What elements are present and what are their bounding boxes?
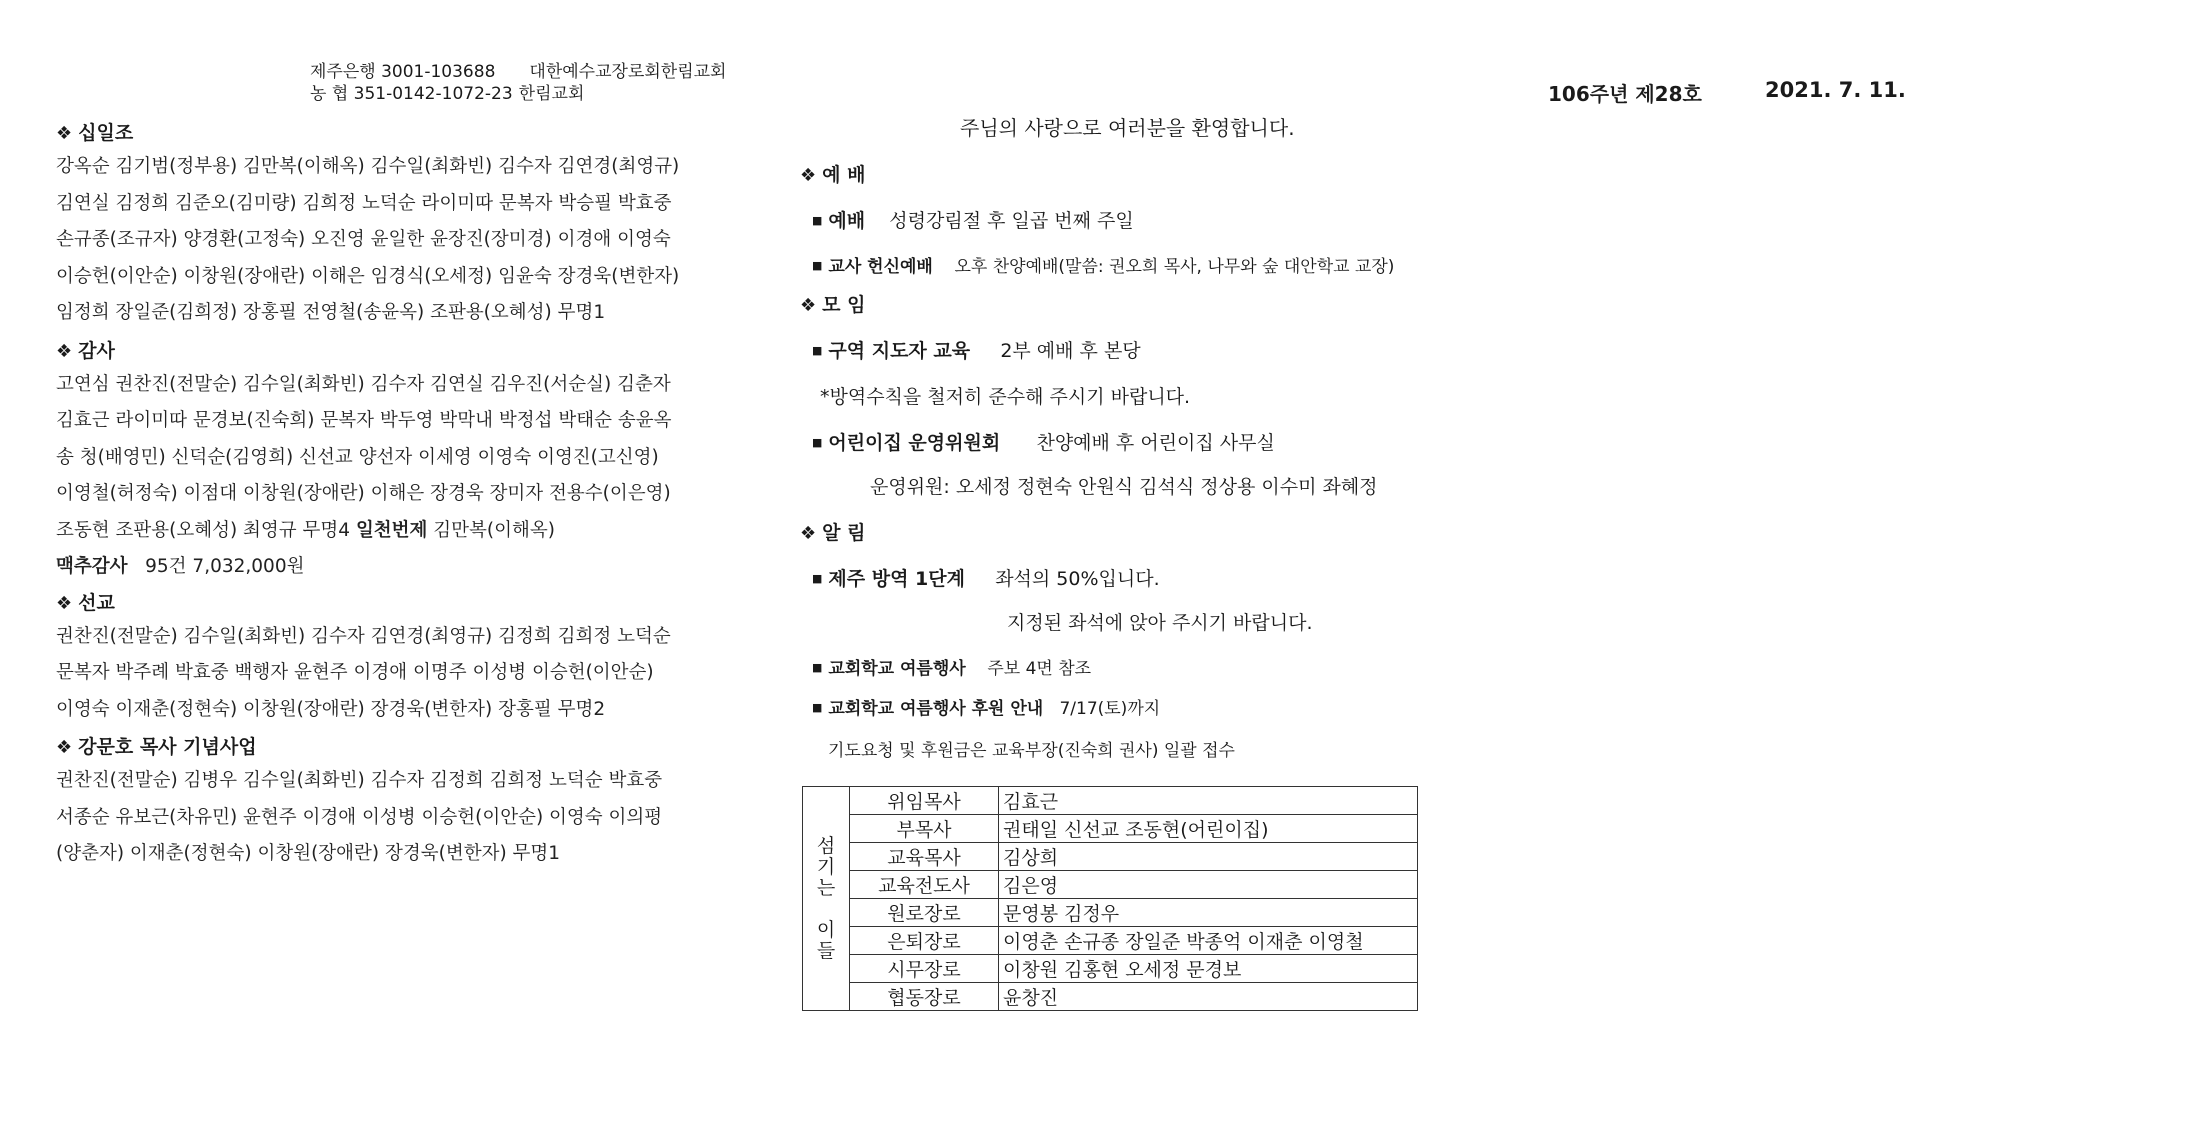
meeting-item-1: ■ 구역 지도자 교육 2부 예배 후 본당 (812, 340, 1141, 362)
name-line: 권찬진(전말순) 김수일(최화빈) 김수자 김연경(최영규) 김정희 김희정 노덕순 (56, 625, 671, 647)
staff-role: 교육전도사 (850, 871, 999, 899)
worship-item-1: ■ 예배 성령강림절 후 일곱 번째 주일 (812, 210, 1134, 232)
notice-item-1: ■ 제주 방역 1단계 좌석의 50%입니다. (812, 568, 1160, 590)
staff-table (802, 786, 1418, 1011)
staff-role: 부목사 (850, 815, 999, 843)
meeting-note-2: 운영위원: 오세정 정현숙 안원식 김석식 정상용 이수미 좌혜정 (870, 476, 1378, 498)
staff-role: 은퇴장로 (850, 927, 999, 955)
square-bullet-icon: ■ (812, 701, 823, 714)
name-line: 강옥순 김기범(정부용) 김만복(이해옥) 김수일(최화빈) 김수자 김연경(최영규) (56, 156, 680, 177)
name-line: 김연실 김정희 김준오(김미량) 김희정 노덕순 라이미따 문복자 박승필 박효중 (56, 192, 672, 214)
meeting-note-1: *방역수칙을 철저히 준수해 주시기 바랍니다. (820, 386, 1191, 408)
section-title-notice: ❖ 알 림 (800, 522, 866, 544)
diamond-bullet-icon: ❖ (800, 165, 817, 186)
square-bullet-icon: ■ (812, 259, 823, 272)
section-title-tithe: ❖ 십일조 (56, 122, 134, 144)
name-line: 이승헌(이안순) 이창원(장애란) 이해은 임경식(오세정) 임윤숙 장경욱(변한자) (56, 265, 680, 287)
left-column (56, 118, 679, 873)
diamond-bullet-icon: ❖ (56, 340, 73, 362)
name-line: 조동현 조판용(오혜성) 최영규 무명4 일천번제 김만복(이해옥) (56, 519, 555, 541)
bank-account-name-2: 한림교회 (518, 84, 585, 104)
harvest-thanks (56, 549, 679, 586)
name-line: (양춘자) 이재춘(정현숙) 이창원(장애란) 장경욱(변한자) 무명1 (56, 843, 561, 864)
welcome-message: 주님의 사랑으로 여러분을 환영합니다. (960, 116, 1295, 140)
staff-names: 이영춘 손규종 장일준 박종억 이재춘 이영철 (999, 927, 1418, 955)
staff-names: 권태일 신선교 조동현(어린이집) (999, 815, 1418, 843)
table-row (803, 983, 1418, 1011)
square-bullet-icon: ■ (812, 214, 823, 227)
name-line: 김효근 라이미따 문경보(진숙희) 문복자 박두영 박막내 박정섭 박태순 송윤옥 (56, 410, 672, 431)
diamond-bullet-icon: ❖ (800, 523, 817, 544)
section-title-mission: ❖ 선교 (56, 591, 115, 614)
harvest-thanks-label: 맥추감사 (56, 556, 128, 577)
thanks-names (56, 367, 679, 550)
section-title-meeting: ❖ 모 임 (800, 294, 866, 316)
name-line: 이영철(허정숙) 이점대 이창원(장애란) 이해은 장경욱 장미자 전용수(이은영) (56, 483, 671, 504)
notice-item-2: ■ 교회학교 여름행사 주보 4면 참조 (812, 659, 1092, 679)
section-title-thanks: ❖ 감사 (56, 339, 115, 362)
staff-names: 문영봉 김정우 (999, 899, 1418, 927)
bank-info (310, 61, 726, 105)
table-row (803, 815, 1418, 843)
thousand-offering-label: 일천번제 (355, 519, 428, 541)
staff-vertical-label: 섬 기 는 이 들 (803, 787, 850, 1011)
table-row (803, 899, 1418, 927)
name-line: 서종순 유보근(차유민) 윤현주 이경애 이성병 이승헌(이안순) 이영숙 이의평 (56, 806, 663, 828)
section-title-worship: ❖ 예 배 (800, 164, 866, 186)
harvest-thanks-value: 95건 7,032,000원 (145, 556, 305, 577)
table-row (803, 843, 1418, 871)
name-line: 문복자 박주례 박효중 백행자 윤현주 이경애 이명주 이성병 이승헌(이안순) (56, 662, 654, 683)
name-line: 손규종(조규자) 양경환(고정숙) 오진영 윤일한 윤장진(장미경) 이경애 이영숙 (56, 229, 671, 250)
bank-account-name: 대한예수교장로회한림교회 (529, 62, 727, 82)
square-bullet-icon: ■ (812, 344, 823, 357)
diamond-bullet-icon: ❖ (56, 592, 73, 614)
diamond-bullet-icon: ❖ (800, 295, 817, 316)
table-row (803, 927, 1418, 955)
name-line: 권찬진(전말순) 김병우 김수일(최화빈) 김수자 김정희 김희정 노덕순 박효중 (56, 770, 663, 791)
section-title-memorial: ❖ 강문호 목사 기념사업 (56, 736, 257, 758)
name-line: 고연심 권찬진(전말순) 김수일(최화빈) 김수자 김연실 김우진(서순실) 김춘자 (56, 373, 671, 395)
square-bullet-icon: ■ (812, 436, 823, 449)
notice-item-3: ■ 교회학교 여름행사 후원 안내 7/17(토)까지 (812, 699, 1161, 719)
mission-names (56, 619, 679, 729)
bulletin-date: 2021. 7. 11. (1765, 78, 1906, 102)
staff-names: 김상희 (999, 843, 1418, 871)
name-line: 송 청(배영민) 신덕순(김영희) 신선교 양선자 이세영 이영숙 이영진(고신영) (56, 446, 659, 468)
issue-number: 106주년 제28호 (1548, 82, 1702, 106)
name-line: 이영숙 이재춘(정현숙) 이창원(장애란) 장경욱(변한자) 장홍필 무명2 (56, 698, 606, 720)
square-bullet-icon: ■ (812, 572, 823, 585)
staff-names: 이창원 김홍현 오세정 문경보 (999, 955, 1418, 983)
staff-names: 김효근 (999, 787, 1418, 815)
bank-account-jeju: 제주은행 3001-103688 (310, 62, 496, 82)
staff-role: 협동장로 (850, 983, 999, 1011)
bank-account-nonghyup: 농 협 351-0142-1072-23 (310, 84, 513, 104)
table-row (803, 787, 1418, 815)
meeting-item-2: ■ 어린이집 운영위원회 찬양예배 후 어린이집 사무실 (812, 432, 1275, 454)
notice-note-3: 기도요청 및 후원금은 교육부장(진숙희 권사) 일괄 접수 (828, 741, 1235, 761)
memorial-names (56, 763, 679, 873)
worship-item-2: ■ 교사 헌신예배 오후 찬양예배(말씀: 권오희 목사, 나무와 숲 대안학교 교장) (812, 257, 1395, 277)
table-row (803, 871, 1418, 899)
staff-names: 김은영 (999, 871, 1418, 899)
notice-item-1-line2: 지정된 좌석에 앉아 주시기 바랍니다. (1007, 612, 1313, 634)
square-bullet-icon: ■ (812, 661, 823, 674)
staff-role: 원로장로 (850, 899, 999, 927)
staff-role: 위임목사 (850, 787, 999, 815)
diamond-bullet-icon: ❖ (56, 737, 73, 758)
table-row (803, 955, 1418, 983)
tithe-names (56, 149, 679, 332)
name-line: 임정희 장일준(김희정) 장홍필 전영철(송윤옥) 조판용(오혜성) 무명1 (56, 302, 606, 323)
staff-names: 윤창진 (999, 983, 1418, 1011)
staff-role: 교육목사 (850, 843, 999, 871)
diamond-bullet-icon: ❖ (56, 123, 73, 144)
staff-role: 시무장로 (850, 955, 999, 983)
